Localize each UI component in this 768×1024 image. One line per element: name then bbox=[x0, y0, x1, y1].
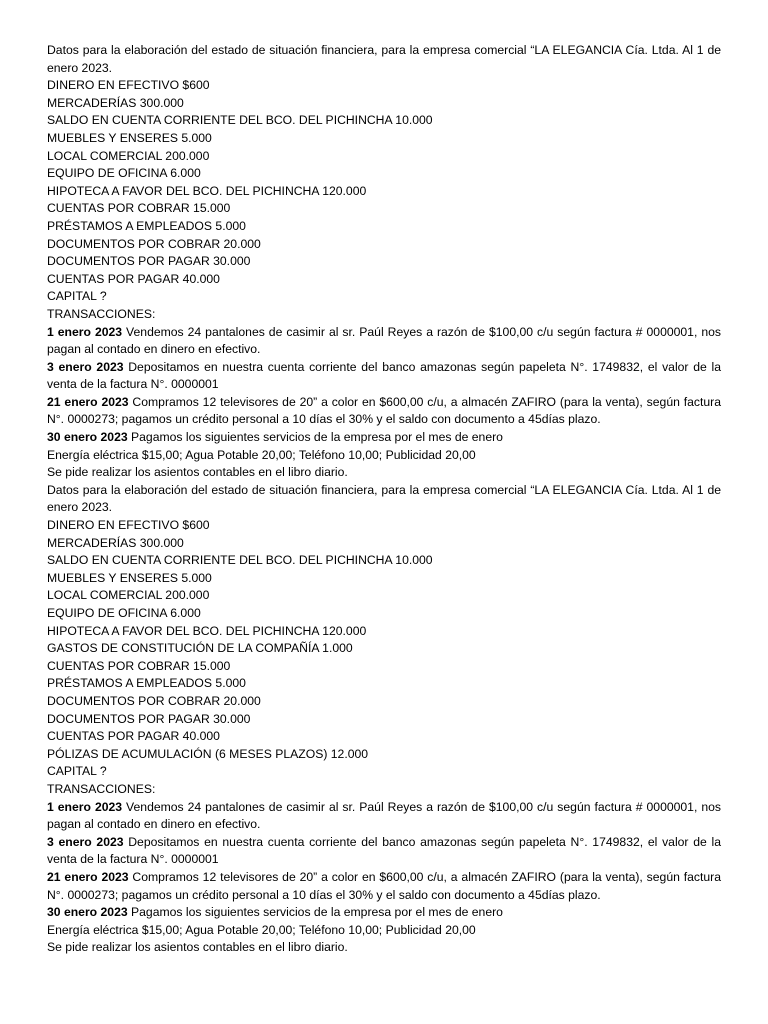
account-item: CUENTAS POR COBRAR 15.000 bbox=[47, 201, 231, 216]
account-item: MUEBLES Y ENSERES 5.000 bbox=[47, 130, 212, 145]
account-item: DOCUMENTOS POR PAGAR 30.000 bbox=[47, 254, 251, 269]
services-line: Energía eléctrica $15,00; Agua Potable 20,00; Teléfono 10,00; Publicidad 20,00 bbox=[47, 922, 476, 937]
transaction-date: 1 enero 2023 bbox=[47, 799, 123, 814]
account-item: PÓLIZAS DE ACUMULACIÓN (6 MESES PLAZOS) 12.000 bbox=[47, 746, 369, 761]
account-item: CUENTAS POR PAGAR 40.000 bbox=[47, 729, 220, 744]
transaction-date: 30 enero 2023 bbox=[47, 430, 128, 445]
transaction bbox=[47, 359, 721, 394]
transactions-heading: TRANSACCIONES: bbox=[47, 781, 156, 796]
intro-paragraph: Datos para la elaboración del estado de situación financiera, para la empresa comercial “LA ELEGANCIA Cía. Ltda. Al 1 de enero 2023. bbox=[47, 482, 721, 515]
exercise-section-1 bbox=[47, 42, 721, 482]
account-item: PRÉSTAMOS A EMPLEADOS 5.000 bbox=[47, 676, 246, 691]
account-item: EQUIPO DE OFICINA 6.000 bbox=[47, 166, 201, 181]
account-item: GASTOS DE CONSTITUCIÓN DE LA COMPAÑÍA 1.000 bbox=[47, 641, 353, 656]
instruction-line: Se pide realizar los asientos contables en el libro diario. bbox=[47, 465, 348, 480]
transaction-date: 3 enero 2023 bbox=[47, 359, 124, 374]
account-item: CAPITAL ? bbox=[47, 764, 107, 779]
transaction-text: Vendemos 24 pantalones de casimir al sr. Paúl Reyes a razón de $100,00 c/u según factura # 0000001, nos pagan al contado en dinero en efectivo. bbox=[47, 324, 721, 357]
transaction bbox=[47, 799, 721, 834]
account-item: DOCUMENTOS POR COBRAR 20.000 bbox=[47, 236, 261, 251]
transaction-date: 30 enero 2023 bbox=[47, 905, 128, 920]
transaction bbox=[47, 904, 721, 922]
account-item: DOCUMENTOS POR COBRAR 20.000 bbox=[47, 693, 261, 708]
transaction-date: 21 enero 2023 bbox=[47, 869, 129, 884]
account-list bbox=[47, 517, 721, 781]
account-item: DOCUMENTOS POR PAGAR 30.000 bbox=[47, 711, 251, 726]
account-item: LOCAL COMERCIAL 200.000 bbox=[47, 148, 210, 163]
account-item: CUENTAS POR PAGAR 40.000 bbox=[47, 271, 220, 286]
transaction-text: Pagamos los siguientes servicios de la empresa por el mes de enero bbox=[127, 430, 503, 445]
transaction bbox=[47, 394, 721, 429]
account-list bbox=[47, 77, 721, 306]
exercise-section-2 bbox=[47, 482, 721, 957]
account-item: CUENTAS POR COBRAR 15.000 bbox=[47, 658, 231, 673]
transaction-date: 3 enero 2023 bbox=[47, 834, 124, 849]
document-page bbox=[47, 42, 721, 957]
transaction-text: Depositamos en nuestra cuenta corriente del banco amazonas según papeleta N°. 1749832, el valor de la venta de la factura N°. 0000001 bbox=[47, 359, 721, 392]
account-item: SALDO EN CUENTA CORRIENTE DEL BCO. DEL PICHINCHA 10.000 bbox=[47, 553, 433, 568]
transaction bbox=[47, 324, 721, 359]
transaction-text: Vendemos 24 pantalones de casimir al sr. Paúl Reyes a razón de $100,00 c/u según factura # 0000001, nos pagan al contado en dinero en efectivo. bbox=[47, 799, 721, 832]
account-item: MUEBLES Y ENSERES 5.000 bbox=[47, 570, 212, 585]
account-item: PRÉSTAMOS A EMPLEADOS 5.000 bbox=[47, 218, 246, 233]
services-line: Energía eléctrica $15,00; Agua Potable 20,00; Teléfono 10,00; Publicidad 20,00 bbox=[47, 447, 476, 462]
account-item: MERCADERÍAS 300.000 bbox=[47, 95, 184, 110]
account-item: DINERO EN EFECTIVO $600 bbox=[47, 78, 210, 93]
account-item: HIPOTECA A FAVOR DEL BCO. DEL PICHINCHA 120.000 bbox=[47, 623, 367, 638]
transaction bbox=[47, 429, 721, 447]
transaction-text: Compramos 12 televisores de 20” a color en $600,00 c/u, a almacén ZAFIRO (para la venta), según factura N°. 0000273; pagamos un crédito personal a 10 días el 30% y el saldo con documento a 45días plazo. bbox=[47, 869, 721, 902]
account-item: EQUIPO DE OFICINA 6.000 bbox=[47, 606, 201, 620]
account-item: HIPOTECA A FAVOR DEL BCO. DEL PICHINCHA 120.000 bbox=[47, 183, 367, 198]
transactions-heading: TRANSACCIONES: bbox=[47, 306, 156, 321]
account-item: MERCADERÍAS 300.000 bbox=[47, 535, 184, 550]
transaction-text: Pagamos los siguientes servicios de la empresa por el mes de enero bbox=[127, 905, 503, 920]
transaction-date: 21 enero 2023 bbox=[47, 394, 129, 409]
transaction-text: Compramos 12 televisores de 20” a color en $600,00 c/u, a almacén ZAFIRO (para la venta), según factura N°. 0000273; pagamos un crédito personal a 10 días el 30% y el saldo con documento a 45días plazo. bbox=[47, 394, 721, 427]
instruction-line: Se pide realizar los asientos contables en el libro diario. bbox=[47, 940, 348, 955]
transaction bbox=[47, 834, 721, 869]
transaction bbox=[47, 869, 721, 904]
account-item: DINERO EN EFECTIVO $600 bbox=[47, 518, 210, 533]
account-item: SALDO EN CUENTA CORRIENTE DEL BCO. DEL PICHINCHA 10.000 bbox=[47, 113, 433, 128]
transaction-date: 1 enero 2023 bbox=[47, 324, 123, 339]
account-item: LOCAL COMERCIAL 200.000 bbox=[47, 588, 210, 603]
intro-paragraph: Datos para la elaboración del estado de situación financiera, para la empresa comercial “LA ELEGANCIA Cía. Ltda. Al 1 de enero 2023. bbox=[47, 43, 721, 75]
account-item: CAPITAL ? bbox=[47, 289, 107, 304]
transaction-text: Depositamos en nuestra cuenta corriente del banco amazonas según papeleta N°. 1749832, el valor de la venta de la factura N°. 0000001 bbox=[47, 834, 721, 867]
